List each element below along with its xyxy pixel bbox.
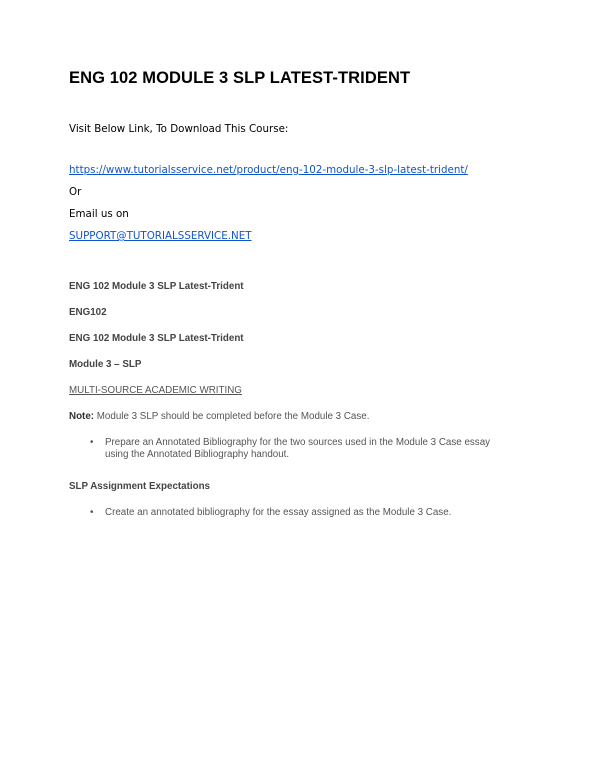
bullet-icon: • (90, 507, 94, 518)
course-heading-2: ENG 102 Module 3 SLP Latest-Trident (69, 333, 244, 344)
list-item-text: Create an annotated bibliography for the essay assigned as the Module 3 Case. (105, 507, 452, 518)
page-title: ENG 102 MODULE 3 SLP LATEST-TRIDENT (69, 69, 411, 87)
visit-instruction: Visit Below Link, To Download This Course: (69, 123, 289, 135)
bullet-icon: • (90, 437, 94, 448)
course-code: ENG102 (69, 307, 107, 318)
course-heading-1: ENG 102 Module 3 SLP Latest-Trident (69, 281, 244, 292)
course-download-link[interactable]: https://www.tutorialsservice.net/product/eng-102-module-3-slp-latest-trident/ (69, 164, 468, 176)
note-text: Module 3 SLP should be completed before the Module 3 Case. (94, 411, 370, 422)
support-email-link[interactable]: SUPPORT@TUTORIALSSERVICE.NET (69, 230, 252, 242)
note-paragraph (69, 411, 369, 422)
email-instruction: Email us on (69, 208, 129, 220)
module-label: Module 3 – SLP (69, 359, 142, 370)
expectations-heading: SLP Assignment Expectations (69, 481, 211, 492)
note-label: Note: (69, 411, 95, 422)
section-title: MULTI-SOURCE ACADEMIC WRITING (69, 385, 242, 396)
or-text: Or (69, 186, 82, 198)
list-item-text: Prepare an Annotated Bibliography for the two sources used in the Module 3 Case essay using the Annotated Bibliography handout. (105, 437, 491, 460)
